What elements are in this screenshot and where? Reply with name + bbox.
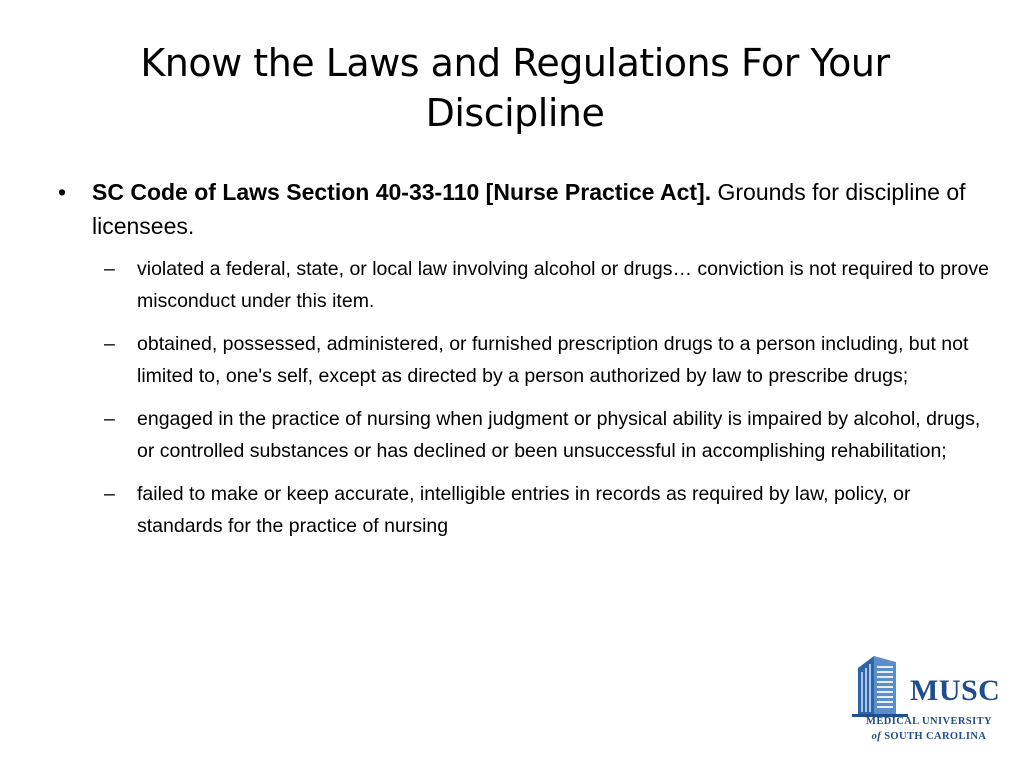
sub-bullet-text: engaged in the practice of nursing when judgment or physical ability is impaired by alcohol, drugs, or controlled substances or has declined or been unsuccessful in accomplishing rehabilitation;	[137, 408, 981, 462]
sub-bullet-text: violated a federal, state, or local law involving alcohol or drugs… conviction is not required to prove misconduct under this item.	[137, 258, 989, 312]
sub-bullet-text: obtained, possessed, administered, or furnished prescription drugs to a person including, but not limited to, one's self, except as directed by a person authorized by law to prescribe drugs;	[137, 333, 969, 387]
main-bullet-text: Grounds for discipline of licensees.	[92, 179, 966, 239]
sub-bullet	[52, 253, 992, 317]
logo-line-2-rest: SOUTH CAROLINA	[881, 731, 987, 742]
sub-bullet-list	[52, 253, 992, 542]
building-icon	[852, 652, 912, 718]
slide-content	[52, 175, 992, 553]
main-bullet-bold-text: SC Code of Laws Section 40-33-110 [Nurse Practice Act].	[92, 179, 712, 205]
main-bullet	[52, 175, 992, 243]
logo-wordmark: MUSC	[910, 674, 1001, 707]
sub-bullet	[52, 478, 992, 542]
dash-marker: –	[104, 258, 115, 280]
logo-line-2	[854, 731, 1004, 742]
dash-marker: –	[104, 408, 115, 430]
logo-line-2-italic: of	[871, 731, 882, 742]
musc-logo	[852, 652, 1004, 748]
sub-bullet	[52, 403, 992, 467]
sub-bullet	[52, 328, 992, 392]
sub-bullet-text: failed to make or keep accurate, intelligible entries in records as required by law, policy, or standards for the practice of nursing	[137, 483, 911, 537]
logo-line-1: MEDICAL UNIVERSITY	[866, 716, 992, 727]
bullet-marker: •	[58, 179, 67, 205]
slide-title: Know the Laws and Regulations For Your Discipline	[140, 41, 890, 135]
dash-marker: –	[104, 483, 115, 505]
dash-marker: –	[104, 333, 115, 355]
